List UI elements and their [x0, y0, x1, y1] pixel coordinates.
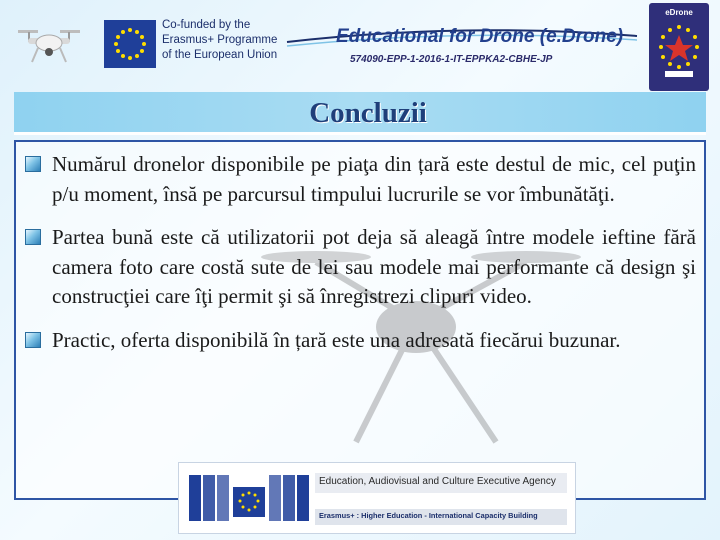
eu-line-3: of the European Union: [162, 49, 278, 61]
edrone-badge: [649, 3, 709, 91]
checkbox-square-icon: [25, 332, 41, 348]
bullet-item: [24, 326, 696, 356]
edrone-star-logo-icon: [655, 21, 703, 81]
project-title: Educational for Drone (e.Drone): [336, 26, 624, 47]
eu-line-1: Co-funded by the: [162, 19, 251, 31]
bullet-list: [24, 150, 696, 369]
program-strip: [315, 509, 567, 525]
bullet-text: Practic, oferta disponibilă în țară este una adresată fiecărui buzunar.: [52, 327, 621, 352]
drone-logo-icon: [14, 18, 84, 68]
slide-title: Concluzii: [309, 97, 427, 129]
eu-line-2: Erasmus+ Programme: [162, 34, 278, 46]
header: [0, 0, 720, 88]
checkbox-square-icon: [25, 156, 41, 172]
bullet-item: [24, 150, 696, 209]
agency-strip: [315, 473, 567, 493]
eu-flag-icon: [104, 20, 156, 68]
content-box: [14, 140, 706, 500]
bullet-text: Numărul dronelor disponibile pe piaţa din țară este destul de mic, cel puţin p/u moment, însă pe parcursul timpului lucrurile se vor îmbunătăţi.: [52, 152, 696, 206]
checkbox-square-icon: [25, 229, 41, 245]
eacea-logo-icon: [189, 471, 309, 525]
bullet-text: Partea bună este că utilizatorii pot deja să aleagă între modele ieftine fără camera foto care costă sute de lei sau modele mai performante că design şi construcţiei care îţi permit şi să înregistrezi clipuri video.: [52, 225, 696, 308]
agency-name: Education, Audiovisual and Culture Executive Agency: [319, 476, 556, 487]
edrone-badge-label: eDrone: [665, 8, 693, 17]
program-name: Erasmus+ : Higher Education - International Capacity Building: [319, 511, 538, 520]
bullet-item: [24, 223, 696, 312]
footer-banner: [178, 462, 576, 534]
eu-cofunded-text: [162, 18, 284, 63]
title-bar: [14, 92, 706, 135]
project-code: 574090-EPP-1-2016-1-IT-EPPKA2-CBHE-JP: [350, 54, 553, 65]
